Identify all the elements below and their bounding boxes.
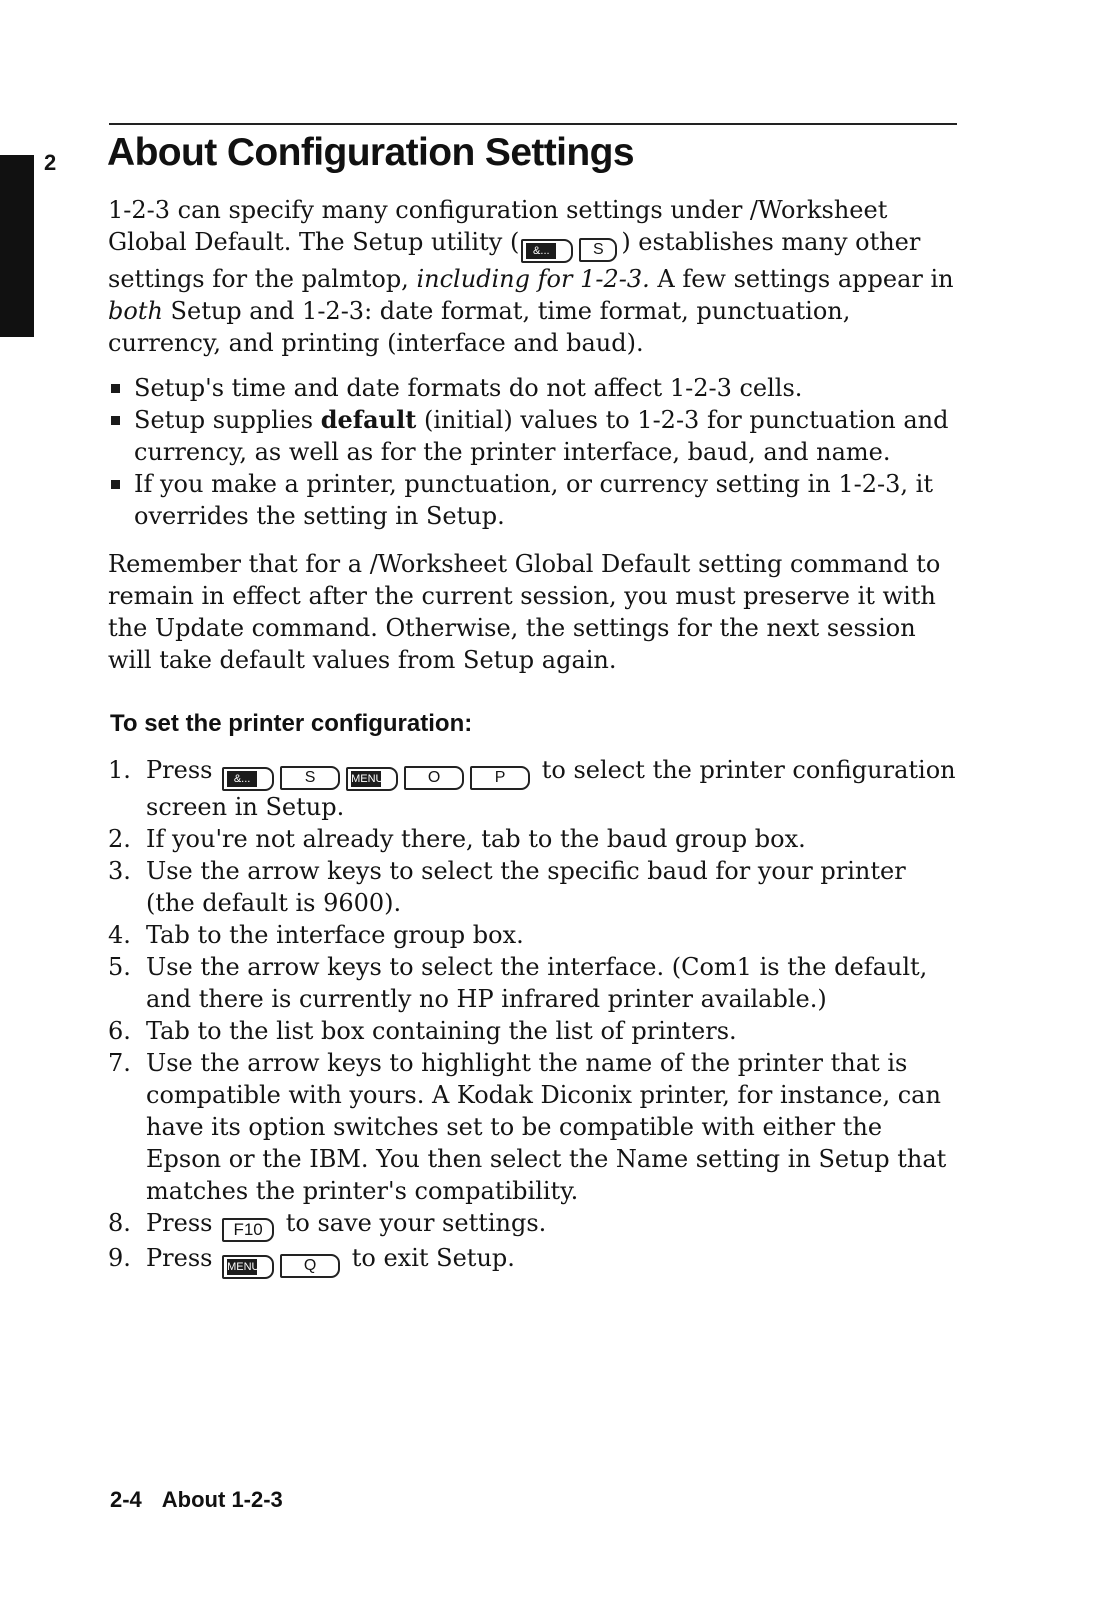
bullet-icon bbox=[111, 480, 120, 489]
menu-key bbox=[222, 1255, 274, 1279]
step-number: 1. bbox=[108, 756, 131, 784]
step-text: Press bbox=[146, 1209, 213, 1237]
and-key-label: &... bbox=[227, 771, 257, 787]
step-item bbox=[108, 1242, 960, 1279]
step-number: 3. bbox=[108, 857, 131, 885]
f10-key: F10 bbox=[222, 1218, 274, 1242]
list-item bbox=[108, 404, 960, 468]
step-number: 2. bbox=[108, 825, 131, 853]
step-number: 4. bbox=[108, 921, 131, 949]
bullet-bold-default: default bbox=[320, 405, 417, 434]
bullet-icon bbox=[111, 416, 120, 425]
step-number: 6. bbox=[108, 1017, 131, 1045]
chapter-number: 2 bbox=[44, 150, 57, 175]
s-key: S bbox=[280, 766, 340, 790]
intro-text-1: 1-2-3 can specify many configuration settings under /Worksheet Global Default. The Setup utility ( bbox=[108, 196, 888, 256]
procedure-heading: To set the printer configuration: bbox=[110, 710, 473, 737]
bullet-text-1: Setup's time and date formats do not affect 1-2-3 cells. bbox=[134, 374, 803, 402]
section-name: About 1-2-3 bbox=[161, 1487, 283, 1512]
intro-text-4: Setup and 1-2-3: date format, time format, punctuation, currency, and printing (interface and baud). bbox=[108, 297, 851, 357]
header-rule bbox=[109, 123, 957, 125]
step-number: 7. bbox=[108, 1049, 131, 1077]
step-item bbox=[108, 919, 960, 951]
step-text: Press bbox=[146, 756, 213, 784]
bullet-icon bbox=[111, 384, 120, 393]
intro-text-3: A few settings appear in bbox=[649, 265, 954, 293]
step-number: 8. bbox=[108, 1209, 131, 1237]
s-key: S bbox=[579, 238, 617, 262]
step-text: Use the arrow keys to select the specific baud for your printer (the default is 9600). bbox=[146, 857, 906, 917]
page-title: About Configuration Settings bbox=[107, 131, 634, 174]
chapter-tab-marker bbox=[0, 155, 34, 337]
list-item bbox=[108, 372, 960, 404]
and-key bbox=[521, 239, 573, 263]
menu-key-label: MENU bbox=[351, 773, 384, 785]
step-text: Use the arrow keys to select the interface. (Com1 is the default, and there is currently no HP infrared printer available.) bbox=[146, 953, 928, 1013]
bullet-text-2a: Setup supplies bbox=[134, 406, 321, 434]
step-item bbox=[108, 1047, 960, 1207]
step-item bbox=[108, 1015, 960, 1047]
bullet-text-3: If you make a printer, punctuation, or currency setting in 1-2-3, it overrides the setting in Setup. bbox=[134, 470, 933, 530]
procedure-steps bbox=[108, 754, 960, 1279]
o-key: O bbox=[404, 766, 464, 790]
page-footer bbox=[110, 1487, 283, 1513]
step-item bbox=[108, 951, 960, 1015]
step-text: to exit Setup. bbox=[344, 1244, 515, 1272]
menu-key bbox=[346, 767, 398, 791]
step-item bbox=[108, 855, 960, 919]
step-text: Press bbox=[146, 1244, 213, 1272]
step-text: If you're not already there, tab to the baud group box. bbox=[146, 825, 806, 853]
step-number: 9. bbox=[108, 1244, 131, 1272]
step-item bbox=[108, 823, 960, 855]
step-item bbox=[108, 754, 960, 823]
step-text: Tab to the list box containing the list of printers. bbox=[146, 1017, 737, 1045]
p-key: P bbox=[470, 766, 530, 790]
list-item bbox=[108, 468, 960, 532]
intro-paragraph bbox=[108, 194, 960, 359]
step-item bbox=[108, 1207, 960, 1242]
step-text: Tab to the interface group box. bbox=[146, 921, 524, 949]
and-key bbox=[222, 767, 274, 791]
intro-emphasis-2: both bbox=[108, 297, 163, 325]
remember-paragraph: Remember that for a /Worksheet Global Default setting command to remain in effect after the current session, you must preserve it with the Update command. Otherwise, the settings for the next session will take default values from Setup again. bbox=[108, 550, 941, 674]
and-key-label: &... bbox=[526, 243, 556, 259]
page-number: 2-4 bbox=[110, 1487, 142, 1512]
step-text: to select the printer configuration screen in Setup. bbox=[146, 756, 956, 821]
intro-text-2: ) establishes many other settings for the palmtop, bbox=[108, 228, 921, 293]
step-text: to save your settings. bbox=[278, 1209, 547, 1237]
menu-key-label: MENU bbox=[227, 1261, 260, 1273]
intro-emphasis-1: including for 1-2-3. bbox=[416, 265, 650, 293]
bullet-text-2b: (initial) values to 1-2-3 for punctuation and currency, as well as for the printer interface, baud, and name. bbox=[134, 406, 949, 466]
notes-list bbox=[108, 372, 960, 532]
step-text: Use the arrow keys to highlight the name of the printer that is compatible with yours. A Kodak Diconix printer, for instance, can have its option switches set to be compatible with either the Epson or the IBM. You then select the Name setting in Setup that matches the printer's compatibility. bbox=[146, 1049, 947, 1205]
step-number: 5. bbox=[108, 953, 131, 981]
q-key: Q bbox=[280, 1254, 340, 1278]
